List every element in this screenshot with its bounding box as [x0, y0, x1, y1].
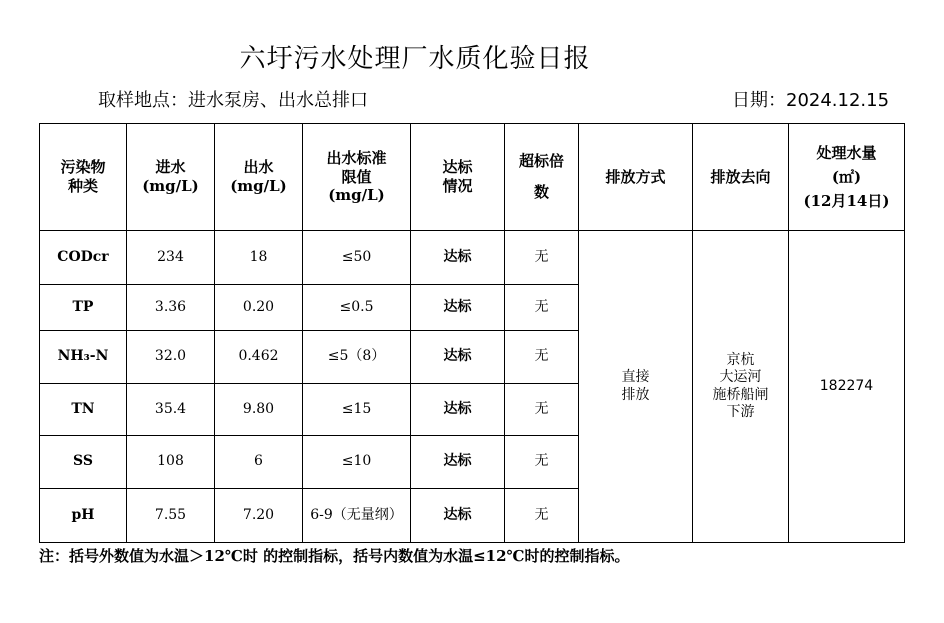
limit-cell: ≤15	[303, 384, 411, 436]
inflow-cell: 234	[127, 231, 215, 285]
limit-cell: ≤5（8）	[303, 331, 411, 384]
sampling-location: 取样地点：进水泵房、出水总排口	[98, 90, 368, 111]
header-inflow: 进水 (mg/L)	[127, 124, 215, 231]
header-volume: 处理水量 (㎡) (12月14日)	[789, 124, 905, 231]
outflow-cell: 6	[215, 436, 303, 489]
header-outflow: 出水 (mg/L)	[215, 124, 303, 231]
pollutant-cell: TN	[40, 384, 127, 436]
outflow-cell: 7.20	[215, 489, 303, 543]
limit-cell: 6-9（无量纲）	[303, 489, 411, 543]
status-cell: 达标	[411, 331, 505, 384]
discharge-destination-cell: 京杭 大运河 施桥船闸 下游	[693, 231, 789, 543]
inflow-cell: 32.0	[127, 331, 215, 384]
inflow-cell: 108	[127, 436, 215, 489]
report-title: 六圩污水处理厂水质化验日报	[239, 44, 591, 74]
discharge-method-cell: 直接 排放	[579, 231, 693, 543]
report-date: 日期：2024.12.15	[732, 90, 890, 111]
header-destination: 排放去向	[693, 124, 789, 231]
table-row	[40, 231, 905, 285]
exceed-cell: 无	[505, 285, 579, 331]
status-cell: 达标	[411, 489, 505, 543]
exceed-cell: 无	[505, 331, 579, 384]
pollutant-cell: NH₃-N	[40, 331, 127, 384]
exceed-cell: 无	[505, 436, 579, 489]
outflow-cell: 18	[215, 231, 303, 285]
status-cell: 达标	[411, 436, 505, 489]
status-cell: 达标	[411, 285, 505, 331]
outflow-cell: 0.20	[215, 285, 303, 331]
exceed-cell: 无	[505, 489, 579, 543]
pollutant-cell: TP	[40, 285, 127, 331]
inflow-cell: 7.55	[127, 489, 215, 543]
footnote: 注：括号外数值为水温＞12℃时 的控制指标，括号内数值为水温≤12℃时的控制指标。	[39, 547, 630, 565]
pollutant-cell: pH	[40, 489, 127, 543]
limit-cell: ≤0.5	[303, 285, 411, 331]
header-status: 达标 情况	[411, 124, 505, 231]
pollutant-cell: SS	[40, 436, 127, 489]
header-method: 排放方式	[579, 124, 693, 231]
exceed-cell: 无	[505, 231, 579, 285]
exceed-cell: 无	[505, 384, 579, 436]
outflow-cell: 0.462	[215, 331, 303, 384]
treated-volume-cell: 182274	[789, 231, 905, 543]
outflow-cell: 9.80	[215, 384, 303, 436]
status-cell: 达标	[411, 384, 505, 436]
header-limit: 出水标准 限值 (mg/L)	[303, 124, 411, 231]
header-pollutant: 污染物 种类	[40, 124, 127, 231]
water-quality-table	[39, 123, 905, 543]
header-exceed: 超标倍 数	[505, 124, 579, 231]
table-header-row	[40, 124, 905, 231]
inflow-cell: 35.4	[127, 384, 215, 436]
pollutant-cell: CODcr	[40, 231, 127, 285]
inflow-cell: 3.36	[127, 285, 215, 331]
limit-cell: ≤50	[303, 231, 411, 285]
limit-cell: ≤10	[303, 436, 411, 489]
status-cell: 达标	[411, 231, 505, 285]
